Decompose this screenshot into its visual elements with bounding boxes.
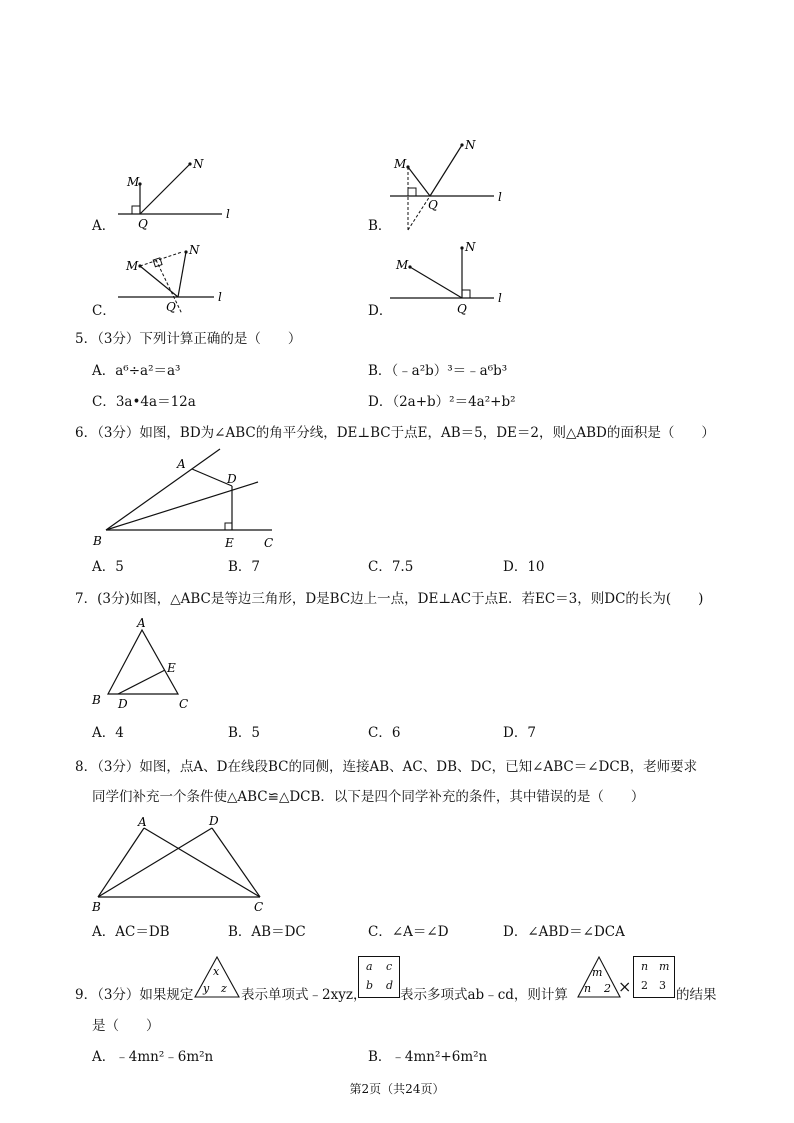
q9-times: × [618,977,632,996]
q9-option-a: A．﹣4mn²﹣6m²n [92,1049,214,1065]
q4b-label-l: l [498,190,502,204]
q9-box-symbol [358,956,400,998]
q9-triangle-symbol [193,955,241,999]
q7-stem: 7．(3分)如图，△ABC是等边三角形，D是BC边上一点，DE⊥AC于点E．若EC＝3，则DC的长为( ) [75,591,704,607]
q9-tri-y: y [203,982,210,995]
q8-label-a: A [138,815,147,829]
q6-label-e: E [225,536,234,550]
q7-label-b: B [92,693,101,707]
q8-option-d: D．∠ABD＝∠DCA [503,924,625,940]
q6-stem: 6．（3分）如图，BD为∠ABC的角平分线，DE⊥BC于点E，AB＝5，DE＝2，则△ABD的面积是（ ） [75,425,715,441]
q4d-label-n: N [465,240,476,254]
q9-box2-m: m [659,960,670,973]
q7-label-a: A [137,616,146,630]
q6-label-d: D [227,472,237,486]
q9-box-c: c [386,960,393,973]
q9-box2-n: n [641,960,649,973]
q6-option-d: D．10 [503,559,545,575]
q4-option-a-letter: A． [92,218,116,234]
q4c-label-m: M [126,259,139,273]
q4-figure-b [390,135,520,235]
q4-figure-c [110,240,250,320]
q4d-label-m: M [396,258,409,272]
q9-box-operand [633,956,675,998]
q9-mid1: 表示单项式﹣2xyz， [241,987,367,1003]
q7-label-c: C [179,697,189,711]
q5-option-c: C．3a•4a＝12a [92,394,196,410]
q6-option-c: C．7.5 [368,559,414,575]
q9-box2-3: 3 [659,979,666,992]
q6-label-c: C [264,536,274,550]
q4a-label-l: l [226,207,230,221]
q6-figure [88,445,288,555]
q4c-label-l: l [218,290,222,304]
q8-figure [88,812,278,917]
q8-stem-line2: 同学们补充一个条件使△ABC≌△DCB．以下是四个同学补充的条件，其中错误的是（ ） [92,789,645,805]
q4c-label-q: Q [166,300,176,314]
q9-box-d: d [386,979,394,992]
q8-label-d: D [209,814,219,828]
q7-figure [88,612,208,712]
q4d-label-q: Q [457,302,467,316]
q4a-label-q: Q [138,217,148,231]
q9-tri2-2: 2 [604,982,611,995]
q8-stem-line1: 8．（3分）如图，点A、D在线段BC的同侧，连接AB、AC、DB、DC，已知∠ABC＝∠DCB，老师要求 [75,759,698,775]
q9-triangle-operand [576,955,622,999]
q4b-label-m: M [394,157,407,171]
q9-prefix: 9．（3分）如果规定 [75,987,194,1003]
q6-option-a: A．5 [92,559,124,575]
q7-label-d: D [118,697,128,711]
q7-option-c: C．6 [368,725,401,741]
q9-mid2: 表示多项式ab﹣cd，则计算 [400,987,568,1003]
q4-option-c-letter: C． [92,303,116,319]
q7-option-a: A．4 [92,725,124,741]
q4c-label-n: N [189,243,200,257]
q7-option-b: B．5 [228,725,261,741]
q4d-label-l: l [498,291,502,305]
page-footer: 第2页（共24页） [349,1082,445,1096]
q5-option-b: B．（﹣a²b）³＝﹣a⁶b³ [368,363,508,379]
q9-tri2-m: m [592,966,603,979]
q4a-label-m: M [127,175,140,189]
q9-suffix: 的结果 [676,987,717,1003]
q4b-label-n: N [465,138,476,152]
q9-line2: 是（ ） [92,1018,160,1034]
q7-label-e: E [167,661,176,675]
q4-option-d-letter: D． [368,303,393,319]
q9-option-b: B．﹣4mn²+6m²n [368,1049,488,1065]
q6-label-b: B [93,534,102,548]
q7-option-d: D．7 [503,725,536,741]
q6-option-b: B．7 [228,559,261,575]
q9-tri-z: z [221,982,227,995]
q4a-label-n: N [193,157,204,171]
q6-label-a: A [177,457,186,471]
q9-tri2-n: n [584,982,592,995]
q8-option-c: C．∠A＝∠D [368,924,449,940]
q9-box2-2: 2 [641,979,648,992]
q8-option-b: B．AB＝DC [228,924,306,940]
q9-box-b: b [366,979,374,992]
q8-label-b: B [92,900,101,914]
q5-option-a: A．a⁶÷a²＝a³ [92,363,181,379]
q4-figure-d [390,235,520,320]
q9-tri-x: x [213,965,220,978]
q5-stem: 5．（3分）下列计算正确的是（ ） [75,331,302,347]
q4-option-b-letter: B． [368,218,392,234]
q8-label-c: C [254,900,264,914]
q8-option-a: A．AC＝DB [92,924,170,940]
q5-option-d: D．（2a+b）²＝4a²+b² [368,394,516,410]
q9-box-a: a [366,960,373,973]
q4b-label-q: Q [428,198,438,212]
